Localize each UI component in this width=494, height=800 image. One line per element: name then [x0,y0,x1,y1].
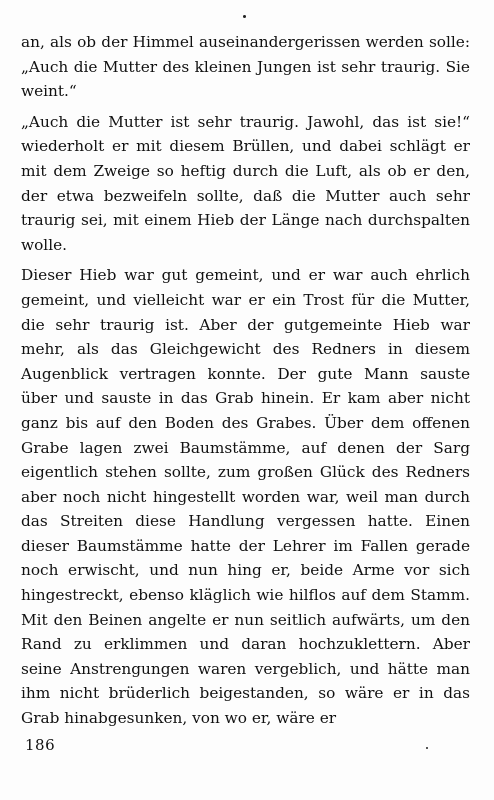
paragraph-1: an, als ob der Himmel auseinandergerissen werden solle: „Auch die Mutter des kleinen Jungen ist sehr traurig. Sie weint.“ [21,33,470,101]
print-speck [243,15,246,18]
print-speck [426,747,428,749]
paragraph-3: Dieser Hieb war gut gemeint, und er war auch ehrlich gemeint, und vielleicht war er ein Trost für die Mutter, die sehr traurig ist. Aber der gutgemeinte Hieb war mehr, als das Gleichgewicht des Redners in diesem Augenblick vertragen konnte. Der gute Mann sauste über und sauste in das Grab hinein. Er kam aber nicht ganz bis auf den Boden des Grabes. Über dem offenen Grabe lagen zwei Baumstämme, auf denen der Sarg eigentlich stehen sollte, zum großen Glück des Redners aber noch nicht hingestellt worden war, weil man durch das Streiten diese Handlung vergessen hatte. Einen dieser Baumstämme hatte der Lehrer im Fallen gerade noch erwischt, und nun hing er, beide Arme vor sich hingestreckt, ebenso kläglich wie hilflos auf dem Stamm. Mit den Beinen angelte er nun seitlich aufwärts, um den Rand zu erklimmen und daran hochzuklettern. Aber seine Anstrengungen waren vergeblich, und hätte man ihm nicht brüderlich beigestanden, so wäre er in das Grab hinabgesunken, von wo er, wäre er [21,266,470,728]
page-number: 186 [25,736,56,754]
body-text [21,30,470,731]
paragraph-2: „Auch die Mutter ist sehr traurig. Jawohl, das ist sie!“ wiederholt er mit diesem Brüllen, und dabei schlägt er mit dem Zweige so heftig durch die Luft, als ob er den, der etwa bezweifeln sollte, daß die Mutter auch sehr traurig sei, mit einem Hieb der Länge nach durchspalten wolle. [21,112,470,254]
